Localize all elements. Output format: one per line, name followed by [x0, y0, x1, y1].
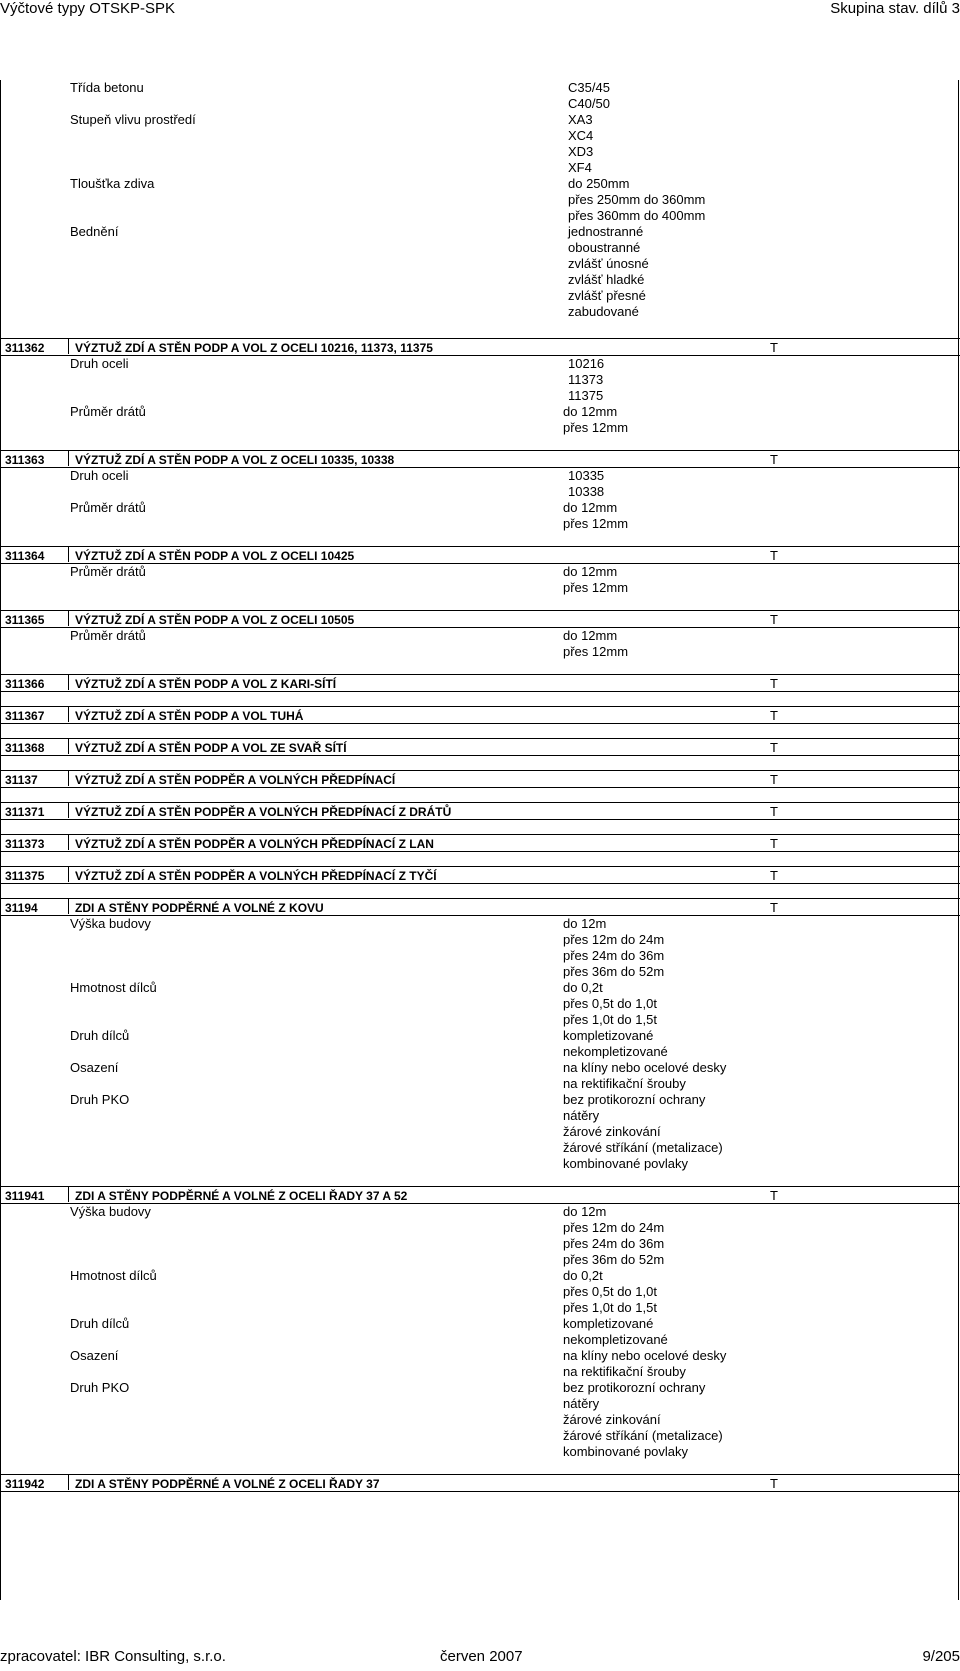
param-label: Druh dílců [70, 1028, 130, 1043]
param-value: do 12mm [563, 628, 618, 643]
code-column-divider [68, 338, 69, 354]
param-value: přes 12m do 24m [563, 932, 665, 947]
item-rule-top [0, 674, 960, 675]
param-label: Průměr drátů [70, 500, 146, 515]
item-rule-top [0, 802, 960, 803]
param-label: Průměr drátů [70, 564, 146, 579]
item-unit-flag: T [770, 708, 778, 723]
code-column-divider [68, 674, 69, 690]
header-title: Výčtové typy OTSKP-SPK [0, 0, 176, 17]
param-value: zabudované [568, 304, 639, 319]
item-rule-bottom [0, 883, 960, 884]
item-rule-top [0, 834, 960, 835]
item-unit-flag: T [770, 804, 778, 819]
code-column-divider [68, 738, 69, 754]
item-title: VÝZTUŽ ZDÍ A STĚN PODP A VOL Z KARI-SÍTÍ [75, 677, 337, 691]
item-rule-bottom [0, 787, 960, 788]
item-code: 311363 [5, 453, 45, 467]
item-rule-bottom [0, 691, 960, 692]
param-value: přes 36m do 52m [563, 964, 665, 979]
code-column-divider [68, 834, 69, 850]
item-rule-top [0, 738, 960, 739]
param-value: do 0,2t [563, 1268, 603, 1283]
item-rule-bottom [0, 355, 960, 356]
param-label: Druh dílců [70, 1316, 130, 1331]
param-label: Stupeň vlivu prostředí [70, 112, 196, 127]
param-value: oboustranné [568, 240, 641, 255]
item-code: 311942 [5, 1477, 45, 1491]
param-value: XC4 [568, 128, 594, 143]
item-code: 31137 [5, 773, 38, 787]
item-code: 31194 [5, 901, 38, 915]
param-value: 11373 [568, 372, 604, 387]
footer-date: červen 2007 [440, 1648, 523, 1665]
param-value: C35/45 [568, 80, 610, 95]
param-value: zvlášť přesné [568, 288, 646, 303]
param-value: 10216 [568, 356, 605, 371]
item-code: 311371 [5, 805, 45, 819]
param-value: zvlášť hladké [568, 272, 645, 287]
item-code: 311373 [5, 837, 45, 851]
item-unit-flag: T [770, 772, 778, 787]
item-title: VÝZTUŽ ZDÍ A STĚN PODPĚR A VOLNÝCH PŘEDPÍNACÍ [75, 773, 396, 787]
param-value: přes 24m do 36m [563, 1236, 665, 1251]
param-label: Druh oceli [70, 356, 129, 371]
item-title: VÝZTUŽ ZDÍ A STĚN PODP A VOL TUHÁ [75, 709, 304, 723]
param-label: Tloušťka zdiva [70, 176, 155, 191]
param-value: XF4 [568, 160, 592, 175]
param-value: jednostranné [568, 224, 644, 239]
item-title: VÝZTUŽ ZDÍ A STĚN PODP A VOL Z OCELI 10216, 11373, 11375 [75, 341, 433, 355]
param-value: XA3 [568, 112, 593, 127]
param-value: na klíny nebo ocelové desky [563, 1348, 727, 1363]
param-value: žárové stříkání (metalizace) [563, 1140, 723, 1155]
param-label: Třída betonu [70, 80, 144, 95]
code-column-divider [68, 546, 69, 562]
param-value: do 12mm [563, 404, 618, 419]
param-value: do 12mm [563, 564, 618, 579]
item-unit-flag: T [770, 868, 778, 883]
param-value: přes 24m do 36m [563, 948, 665, 963]
param-label: Osazení [70, 1060, 119, 1075]
param-value: kompletizované [563, 1316, 654, 1331]
item-rule-top [0, 450, 960, 451]
param-value: nekompletizované [563, 1044, 668, 1059]
item-rule-top [0, 898, 960, 899]
param-value: na rektifikační šrouby [563, 1076, 686, 1091]
code-column-divider [68, 770, 69, 786]
item-title: VÝZTUŽ ZDÍ A STĚN PODP A VOL ZE SVAŘ SÍTÍ [75, 741, 347, 755]
param-value: přes 0,5t do 1,0t [563, 1284, 657, 1299]
item-title: VÝZTUŽ ZDÍ A STĚN PODPĚR A VOLNÝCH PŘEDPÍNACÍ Z LAN [75, 837, 434, 851]
item-unit-flag: T [770, 676, 778, 691]
param-value: přes 12mm [563, 420, 629, 435]
code-column-divider [68, 706, 69, 722]
document-body [0, 80, 960, 1600]
item-unit-flag: T [770, 612, 778, 627]
item-title: ZDI A STĚNY PODPĚRNÉ A VOLNÉ Z KOVU [75, 901, 324, 915]
item-code: 311375 [5, 869, 45, 883]
param-label: Bednění [70, 224, 119, 239]
param-label: Průměr drátů [70, 628, 146, 643]
item-code: 311368 [5, 741, 45, 755]
item-code: 311366 [5, 677, 45, 691]
item-unit-flag: T [770, 340, 778, 355]
item-rule-bottom [0, 755, 960, 756]
code-column-divider [68, 1186, 69, 1202]
item-rule-top [0, 1474, 960, 1475]
param-value: kombinované povlaky [563, 1156, 689, 1171]
item-rule-top [0, 1186, 960, 1187]
param-value: přes 12mm [563, 580, 629, 595]
item-title: VÝZTUŽ ZDÍ A STĚN PODPĚR A VOLNÝCH PŘEDPÍNACÍ Z TYČÍ [75, 869, 437, 883]
item-unit-flag: T [770, 452, 778, 467]
param-value: do 250mm [568, 176, 630, 191]
param-value: 10335 [568, 468, 605, 483]
item-rule-bottom [0, 851, 960, 852]
item-title: VÝZTUŽ ZDÍ A STĚN PODP A VOL Z OCELI 10505 [75, 613, 355, 627]
param-value: na klíny nebo ocelové desky [563, 1060, 727, 1075]
code-column-divider [68, 450, 69, 466]
param-value: do 0,2t [563, 980, 603, 995]
footer-author: zpracovatel: IBR Consulting, s.r.o. [0, 1648, 226, 1665]
item-unit-flag: T [770, 1476, 778, 1491]
item-rule-top [0, 770, 960, 771]
code-column-divider [68, 802, 69, 818]
param-label: Výška budovy [70, 916, 151, 931]
header-sheet: Skupina stav. dílů 3 [830, 0, 960, 17]
code-column-divider [68, 866, 69, 882]
param-value: nekompletizované [563, 1332, 668, 1347]
param-value: přes 12m do 24m [563, 1220, 665, 1235]
param-value: přes 360mm do 400mm [568, 208, 706, 223]
param-value: kompletizované [563, 1028, 654, 1043]
param-label: Druh oceli [70, 468, 129, 483]
param-label: Druh PKO [70, 1092, 130, 1107]
param-label: Osazení [70, 1348, 119, 1363]
item-code: 311362 [5, 341, 45, 355]
item-unit-flag: T [770, 740, 778, 755]
param-value: nátěry [563, 1108, 600, 1123]
param-value: přes 1,0t do 1,5t [563, 1300, 657, 1315]
param-value: bez protikorozní ochrany [563, 1092, 706, 1107]
item-rule-top [0, 866, 960, 867]
param-value: C40/50 [568, 96, 610, 111]
param-value: na rektifikační šrouby [563, 1364, 686, 1379]
item-title: VÝZTUŽ ZDÍ A STĚN PODP A VOL Z OCELI 10335, 10338 [75, 453, 395, 467]
item-rule-top [0, 706, 960, 707]
item-unit-flag: T [770, 1188, 778, 1203]
item-code: 311941 [5, 1189, 45, 1203]
item-rule-top [0, 610, 960, 611]
param-value: přes 250mm do 360mm [568, 192, 706, 207]
param-value: žárové zinkování [563, 1412, 661, 1427]
param-label: Hmotnost dílců [70, 1268, 157, 1283]
footer-page-number: 9/205 [922, 1648, 960, 1665]
param-label: Hmotnost dílců [70, 980, 157, 995]
param-value: přes 1,0t do 1,5t [563, 1012, 657, 1027]
param-value: zvlášť únosné [568, 256, 649, 271]
item-rule-bottom [0, 467, 960, 468]
param-value: přes 12mm [563, 644, 629, 659]
item-rule-top [0, 338, 960, 339]
item-unit-flag: T [770, 900, 778, 915]
item-title: VÝZTUŽ ZDÍ A STĚN PODPĚR A VOLNÝCH PŘEDPÍNACÍ Z DRÁTŮ [75, 805, 452, 819]
param-value: 11375 [568, 388, 604, 403]
item-rule-bottom [0, 819, 960, 820]
param-label: Průměr drátů [70, 404, 146, 419]
param-value: přes 0,5t do 1,0t [563, 996, 657, 1011]
param-value: XD3 [568, 144, 594, 159]
param-value: do 12m [563, 916, 607, 931]
param-value: přes 12mm [563, 516, 629, 531]
param-value: do 12m [563, 1204, 607, 1219]
item-code: 311367 [5, 709, 45, 723]
item-title: VÝZTUŽ ZDÍ A STĚN PODP A VOL Z OCELI 10425 [75, 549, 355, 563]
param-value: žárové stříkání (metalizace) [563, 1428, 723, 1443]
param-value: přes 36m do 52m [563, 1252, 665, 1267]
param-value: bez protikorozní ochrany [563, 1380, 706, 1395]
item-rule-top [0, 546, 960, 547]
item-rule-bottom [0, 1491, 960, 1492]
param-label: Výška budovy [70, 1204, 151, 1219]
item-code: 311365 [5, 613, 45, 627]
code-column-divider [68, 1474, 69, 1490]
param-value: 10338 [568, 484, 605, 499]
param-value: žárové zinkování [563, 1124, 661, 1139]
param-value: nátěry [563, 1396, 600, 1411]
item-title: ZDI A STĚNY PODPĚRNÉ A VOLNÉ Z OCELI ŘADY 37 [75, 1477, 380, 1491]
item-rule-bottom [0, 723, 960, 724]
code-column-divider [68, 898, 69, 914]
code-column-divider [68, 610, 69, 626]
item-code: 311364 [5, 549, 45, 563]
item-unit-flag: T [770, 548, 778, 563]
item-title: ZDI A STĚNY PODPĚRNÉ A VOLNÉ Z OCELI ŘADY 37 A 52 [75, 1189, 408, 1203]
param-value: kombinované povlaky [563, 1444, 689, 1459]
item-unit-flag: T [770, 836, 778, 851]
param-value: do 12mm [563, 500, 618, 515]
param-label: Druh PKO [70, 1380, 130, 1395]
